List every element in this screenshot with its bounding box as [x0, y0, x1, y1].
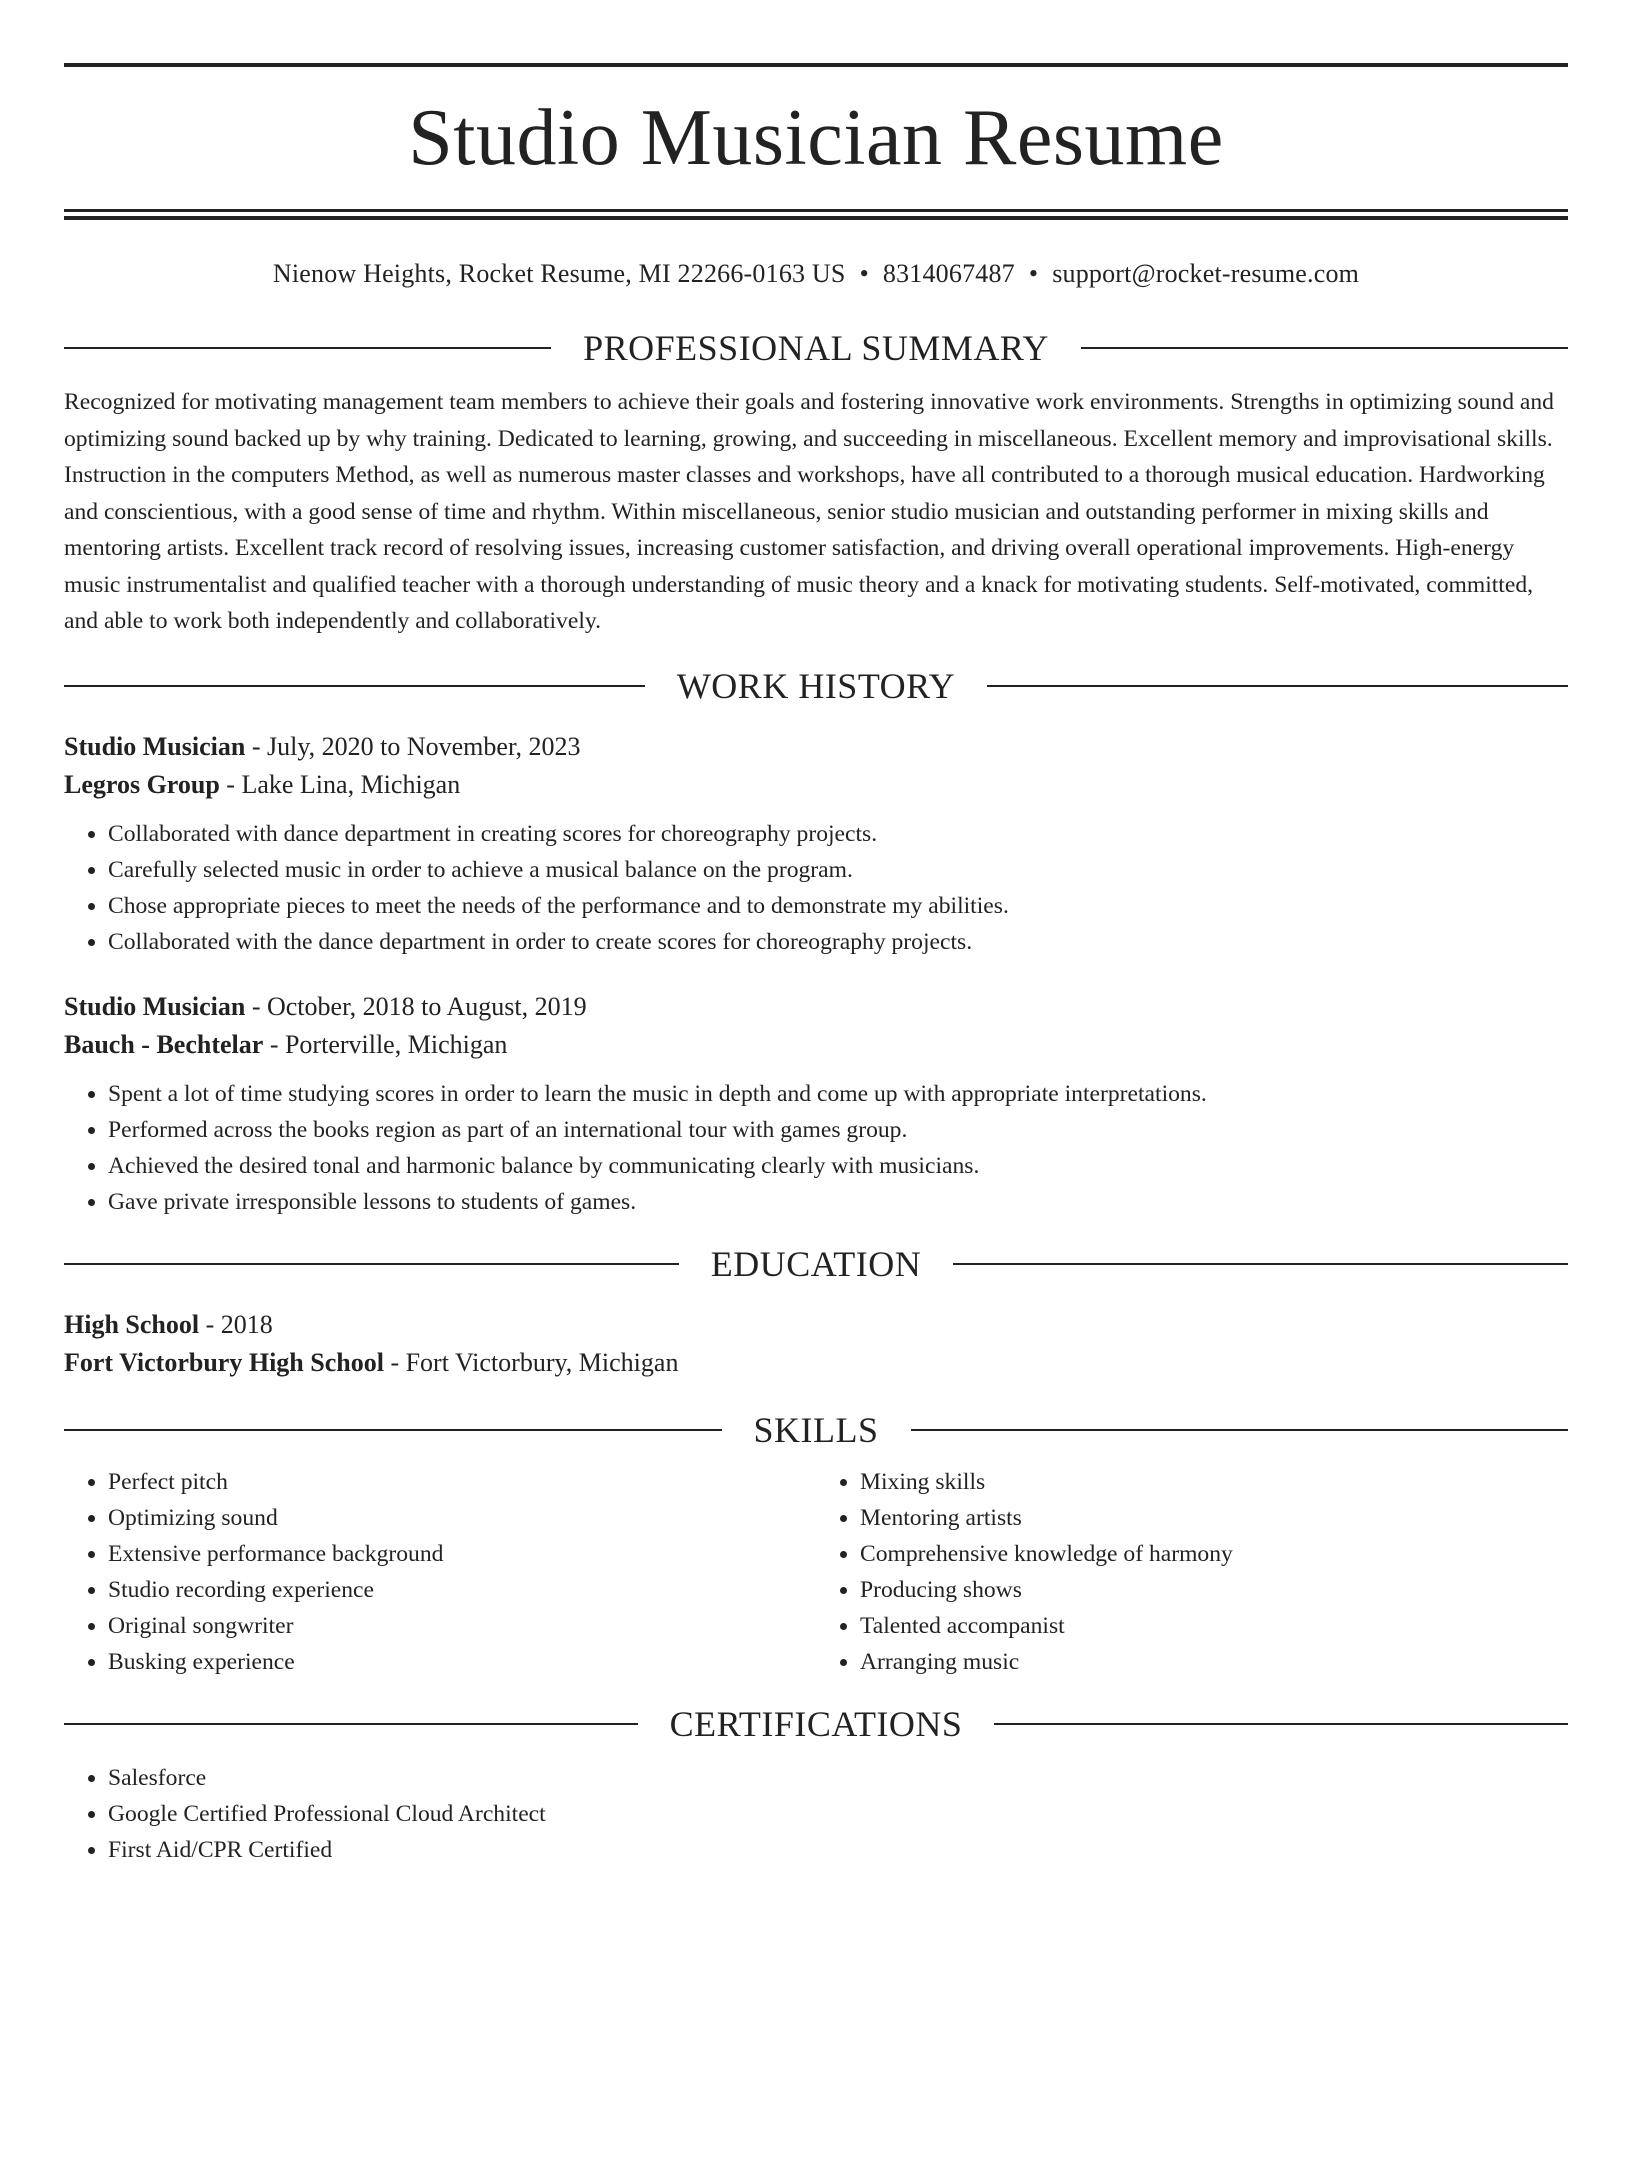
contact-separator: •: [1028, 259, 1039, 288]
summary-text: Recognized for motivating management team members to achieve their goals and fostering innovative work environments. Strengths in optimizing sound and optimizing sound backed up by why training. Dedicated to learning, growing, and succeeding in miscellaneous. Excellent memory and improvisational skills. Instruction in the computers Method, as well as numerous master classes and workshops, have all contributed to a thorough musical education. Hardworking and conscientious, with a good sense of time and rhythm. Within miscellaneous, senior studio musician and outstanding performer in mixing skills and mentoring artists. Excellent track record of resolving issues, increasing customer satisfaction, and driving overall operational improvements. High-energy music instrumentalist and qualified teacher with a thorough understanding of music theory and a knack for motivating students. Self-motivated, committed, and able to work both independently and collaboratively.: [64, 389, 1554, 634]
heading-rule: [1081, 347, 1568, 349]
skills-right-list: [816, 1464, 1568, 1680]
job-title: Studio Musician: [64, 731, 246, 761]
list-item: • Salesforce: [108, 1760, 1568, 1796]
heading-rule: [64, 347, 551, 349]
heading-rule: [64, 1263, 679, 1265]
list-item: • Perfect pitch: [108, 1464, 816, 1500]
contact-separator: •: [859, 259, 869, 288]
list-item: • Collaborated with dance department in creating scores for choreography projects.: [108, 816, 1568, 852]
section-title: CERTIFICATIONS: [669, 1703, 963, 1744]
list-item: • Chose appropriate pieces to meet the needs of the performance and to demonstrate my abilities.: [108, 888, 1568, 924]
list-item: • Original songwriter: [108, 1608, 816, 1644]
job-title: Studio Musician: [64, 991, 246, 1021]
heading-rule: [64, 1429, 722, 1431]
section-heading-skills: [64, 1406, 1568, 1454]
job-dates: - October, 2018 to August, 2019: [245, 991, 587, 1021]
list-item: • Performed across the books region as part of an international tour with games group.: [108, 1112, 1568, 1148]
job-bullets: [64, 1076, 1568, 1220]
contact-phone: 8314067487: [882, 259, 1015, 288]
job-entry: [64, 728, 1568, 960]
list-item: • Mixing skills: [860, 1464, 1568, 1500]
job-location: - Lake Lina, Michigan: [219, 769, 461, 799]
heading-rule: [911, 1429, 1569, 1431]
list-item: • Producing shows: [860, 1572, 1568, 1608]
skills-left-list: [64, 1464, 816, 1680]
education-entry: [64, 1306, 1568, 1382]
job-company-line: [64, 766, 1568, 804]
education-school-line: [64, 1344, 1568, 1382]
education-degree: High School: [64, 1309, 200, 1339]
heading-rule: [64, 1723, 638, 1725]
resume-title: Studio Musician Resume: [408, 94, 1224, 182]
job-bullets: [64, 816, 1568, 960]
education-degree-line: [64, 1306, 1568, 1344]
job-title-line: [64, 988, 1568, 1026]
section-heading-work-history: [64, 662, 1568, 710]
certifications-list: [64, 1760, 1568, 1868]
section-heading-certifications: [64, 1700, 1568, 1748]
skills-columns: [64, 1464, 1568, 1680]
job-dates: - July, 2020 to November, 2023: [245, 731, 581, 761]
job-location: - Porterville, Michigan: [263, 1029, 508, 1059]
job-entry: [64, 988, 1568, 1220]
job-title-line: [64, 728, 1568, 766]
list-item: • First Aid/CPR Certified: [108, 1832, 1568, 1868]
list-item: • Studio recording experience: [108, 1572, 816, 1608]
resume-page: [0, 63, 1632, 2175]
education-location: - Fort Victorbury, Michigan: [383, 1347, 679, 1377]
section-title: PROFESSIONAL SUMMARY: [583, 328, 1049, 368]
list-item: • Carefully selected music in order to achieve a musical balance on the program.: [108, 852, 1568, 888]
list-item: • Gave private irresponsible lessons to students of games.: [108, 1184, 1568, 1220]
contact-line: [64, 256, 1568, 292]
heading-rule: [64, 685, 645, 687]
list-item: • Collaborated with the dance department in order to create scores for choreography projects.: [108, 924, 1568, 960]
job-company: Legros Group: [64, 769, 220, 799]
certifications-entry: [64, 1760, 1568, 1868]
section-heading-summary: [64, 324, 1568, 372]
list-item: • Busking experience: [108, 1644, 816, 1680]
section-title: WORK HISTORY: [676, 665, 956, 706]
list-item: • Google Certified Professional Cloud Architect: [108, 1796, 1568, 1832]
heading-rule: [953, 1263, 1568, 1265]
list-item: • Optimizing sound: [108, 1500, 816, 1536]
section-title: EDUCATION: [710, 1243, 922, 1284]
heading-rule: [987, 685, 1568, 687]
education-year: - 2018: [199, 1309, 273, 1339]
job-company: Bauch - Bechtelar: [64, 1029, 264, 1059]
title-double-rule: [64, 209, 1568, 220]
education-school: Fort Victorbury High School: [64, 1347, 384, 1377]
job-company-line: [64, 1026, 1568, 1064]
list-item: • Achieved the desired tonal and harmonic balance by communicating clearly with musicians.: [108, 1148, 1568, 1184]
section-heading-education: [64, 1240, 1568, 1288]
list-item: • Spent a lot of time studying scores in order to learn the music in depth and come up with appropriate interpretations.: [108, 1076, 1568, 1112]
list-item: • Arranging music: [860, 1644, 1568, 1680]
heading-rule: [994, 1723, 1568, 1725]
list-item: • Mentoring artists: [860, 1500, 1568, 1536]
list-item: • Comprehensive knowledge of harmony: [860, 1536, 1568, 1572]
contact-address: Nienow Heights, Rocket Resume, MI 22266-0163 US: [272, 259, 846, 288]
section-title: SKILLS: [753, 1409, 879, 1450]
list-item: • Talented accompanist: [860, 1608, 1568, 1644]
contact-email: support@rocket-resume.com: [1052, 259, 1360, 288]
list-item: • Extensive performance background: [108, 1536, 816, 1572]
